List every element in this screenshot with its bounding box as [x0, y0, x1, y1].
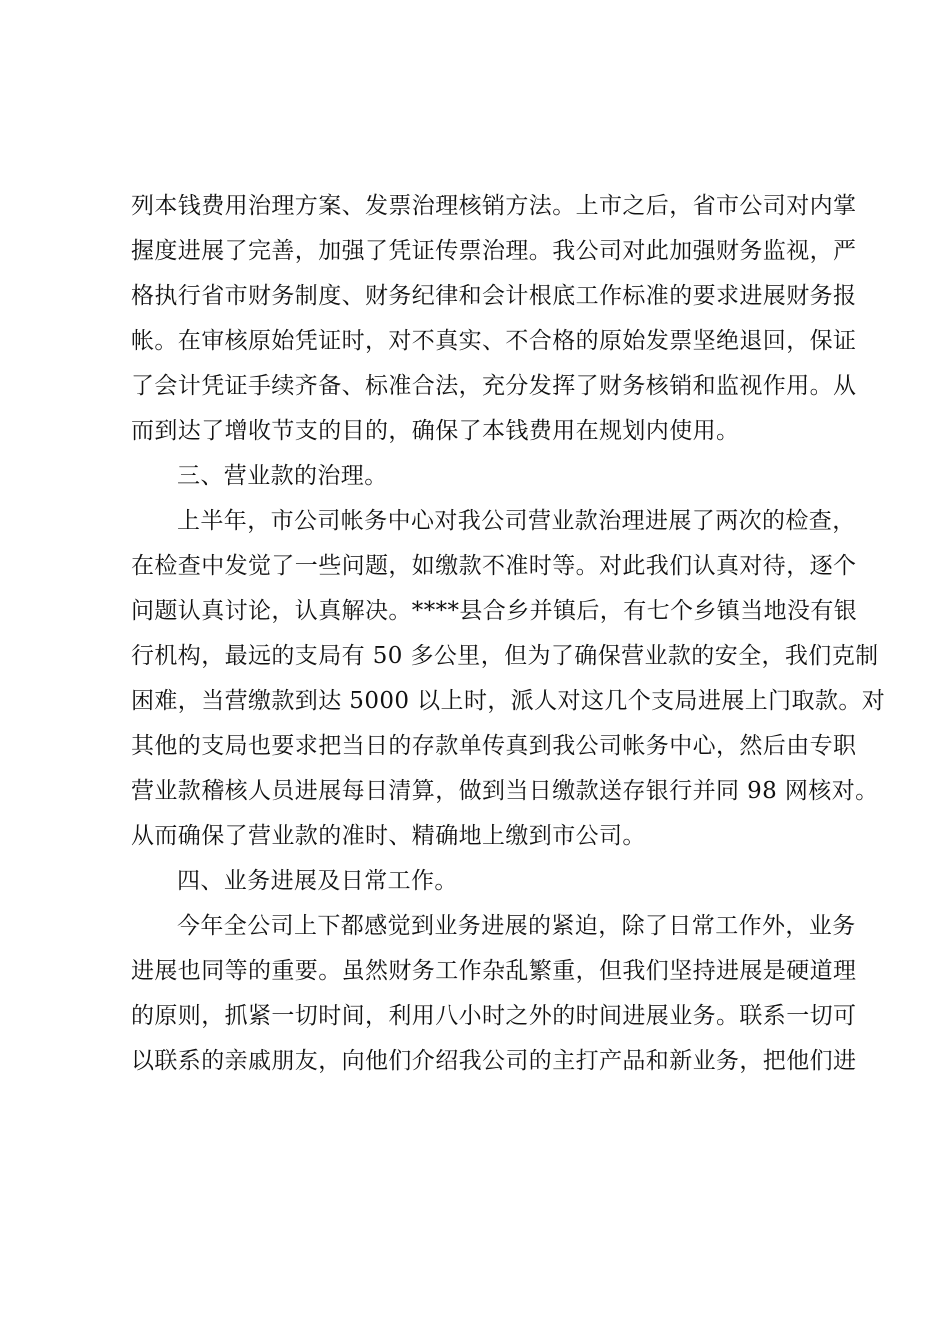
text-line: 握度进展了完善，加强了凭证传票治理。我公司对此加强财务监视，严 [131, 238, 857, 264]
section-heading: 三、营业款的治理。 [177, 463, 388, 489]
text-line: 格执行省市财务制度、财务纪律和会计根底工作标准的要求进展财务报 [131, 283, 857, 309]
text-line: 帐。在审核原始凭证时，对不真实、不合格的原始发票坚绝退回，保证 [131, 328, 857, 354]
section-heading: 四、业务进展及日常工作。 [177, 868, 458, 894]
text-line: 今年全公司上下都感觉到业务进展的紧迫，除了日常工作外，业务 [177, 913, 856, 939]
text-line: 了会计凭证手续齐备、标准合法，充分发挥了财务核销和监视作用。从 [131, 373, 857, 399]
text-line: 在检查中发觉了一些问题，如缴款不准时等。对此我们认真对待，逐个 [131, 553, 857, 579]
text-line: 其他的支局也要求把当日的存款单传真到我公司帐务中心，然后由专职 [131, 733, 857, 759]
text-line: 困难，当营缴款到达 5000 以上时，派人对这几个支局进展上门取款。对 [131, 688, 886, 714]
text-line: 进展也同等的重要。虽然财务工作杂乱繁重，但我们坚持进展是硬道理 [131, 958, 857, 984]
text-line: 行机构，最远的支局有 50 多公里，但为了确保营业款的安全，我们克制 [131, 643, 879, 669]
text-line: 上半年，市公司帐务中心对我公司营业款治理进展了两次的检查， [177, 508, 856, 534]
document-body [131, 184, 886, 1084]
text-line: 的原则，抓紧一切时间，利用八小时之外的时间进展业务。联系一切可 [131, 1003, 857, 1029]
text-line: 列本钱费用治理方案、发票治理核销方法。上市之后，省市公司对内掌 [131, 193, 857, 219]
text-line: 问题认真讨论，认真解决。****县合乡并镇后，有七个乡镇当地没有银 [131, 598, 858, 624]
text-line: 营业款稽核人员进展每日清算，做到当日缴款送存银行并同 98 网核对。 [131, 778, 879, 804]
text-line: 从而确保了营业款的准时、精确地上缴到市公司。 [131, 823, 646, 849]
text-line: 而到达了增收节支的目的，确保了本钱费用在规划内使用。 [131, 418, 740, 444]
text-line: 以联系的亲戚朋友，向他们介绍我公司的主打产品和新业务，把他们进 [131, 1048, 857, 1074]
